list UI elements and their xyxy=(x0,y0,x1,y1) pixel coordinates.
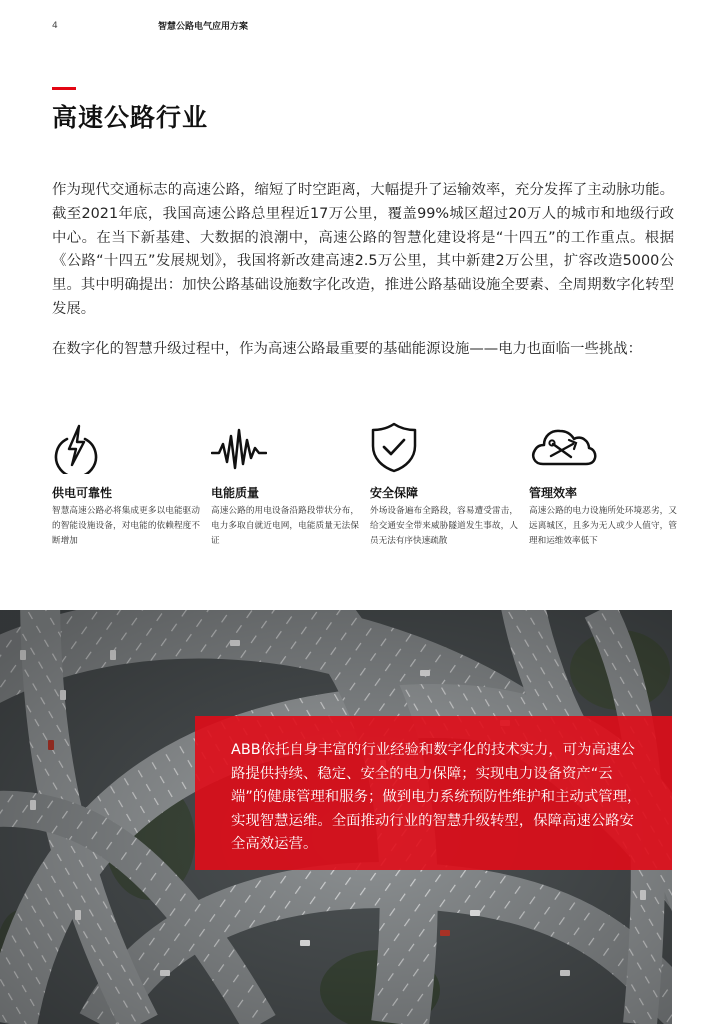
challenge-item-power-reliability xyxy=(52,420,200,550)
page-number: 4 xyxy=(52,21,58,31)
challenge-item-power-quality xyxy=(211,420,359,550)
section-title: 高速公路行业 xyxy=(52,103,209,132)
challenge-paragraph: 在数字化的智慧升级过程中，作为高速公路最重要的基础能源设施——电力也面临一些挑战： xyxy=(52,341,643,357)
shield-check-icon xyxy=(370,420,418,474)
challenge-title: 电能质量 xyxy=(211,486,260,500)
challenge-description: 高速公路的电力设施所处环境恶劣，又远离城区，且多为无人或少人值守，管理和运维效率低下 xyxy=(529,506,677,547)
power-quality-icon xyxy=(211,420,267,474)
intro-paragraph: 作为现代交通标志的高速公路，缩短了时空距离，大幅提升了运输效率，充分发挥了主动脉功能。截至2021年底，我国高速公路总里程近17万公里，覆盖99%城区超过20万人的城市和地级行政中心。在当下新基建、大数据的浪潮中，高速公路的智慧化建设将是“十四五”的工作重点。根据《公路“十四五”发展规划》，我国将新改建高速2.5万公里，其中新建2万公里，扩容改造5000公里。其中明确提出：加快公路基础设施数字化改造，推进公路基础设施全要素、全周期数字化转型发展。 xyxy=(52,182,674,317)
power-reliability-icon xyxy=(52,420,100,474)
challenge-description: 外场设备遍布全路段，容易遭受雷击，给交通安全带来威胁隧道发生事故，人员无法有序快速疏散 xyxy=(370,506,518,547)
challenge-description: 智慧高速公路必将集成更多以电能驱动的智能设施设备，对电能的依赖程度不断增加 xyxy=(52,506,200,547)
challenge-title: 安全保障 xyxy=(370,486,419,500)
accent-bar xyxy=(52,87,76,90)
challenge-item-management xyxy=(529,420,677,550)
callout-text: ABB依托自身丰富的行业经验和数字化的技术实力，可为高速公路提供持续、稳定、安全的电力保障；实现电力设备资产“云端”的健康管理和服务；做到电力系统预防性维护和主动式管理，实现智慧运维。全面推动行业的智慧升级转型，保障高速公路安全高效运营。 xyxy=(231,742,642,853)
challenge-title: 管理效率 xyxy=(529,486,578,500)
challenge-item-safety xyxy=(370,420,518,550)
cloud-tools-icon xyxy=(529,420,597,474)
challenge-description: 高速公路的用电设备沿路段带状分布，电力多取自就近电网，电能质量无法保证 xyxy=(211,506,359,547)
running-title: 智慧公路电气应用方案 xyxy=(158,22,249,32)
challenge-list xyxy=(52,420,684,580)
challenge-title: 供电可靠性 xyxy=(52,486,113,500)
abb-solution-callout xyxy=(195,716,672,870)
